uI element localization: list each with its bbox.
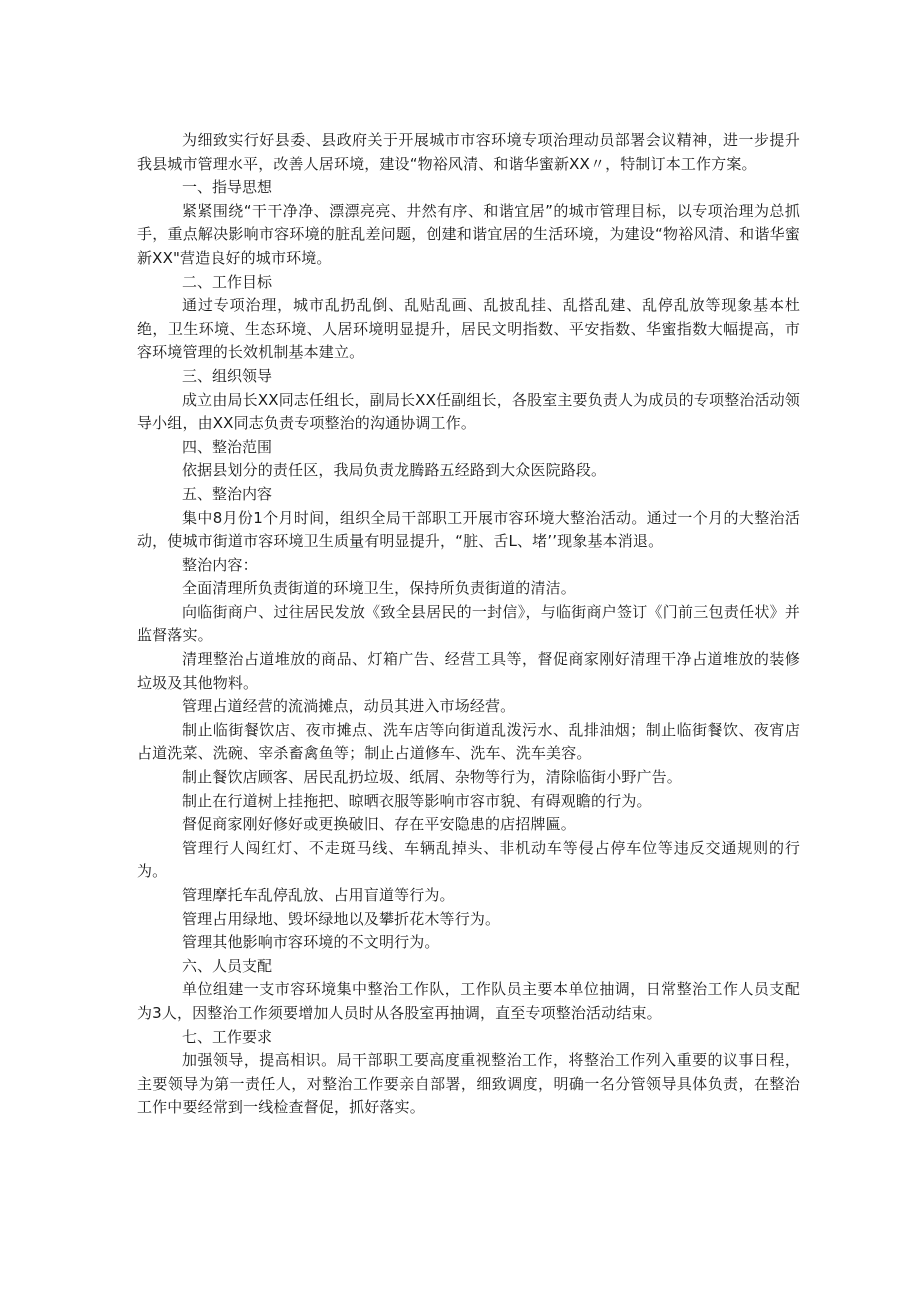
section-5-title: 五、整治内容 [182,484,273,503]
section-5-item: 向临街商户、过往居民发放《致全县居民的一封信》，与临街商户签订《门前三包责任状》并监督落实。 [137,602,800,645]
section-5-item: 清理整治占道堆放的商品、灯箱广告、经营工具等，督促商家刚好清理干净占道堆放的装修垃圾及其他物料。 [137,650,800,692]
section-5-item: 制止临街餐饮店、夜市摊点、洗车店等向街道乱泼污水、乱排油烟；制止临街餐饮、夜宵店占道洗菜、洗碗、宰杀畜禽鱼等；制止占道修车、洗车、洗车美容。 [137,720,800,763]
section-5-item: 管理其他影响市容环境的不文明行为。 [182,933,440,952]
section-5-item: 制止在行道树上挂拖把、晾晒衣服等影响市容市貌、有碍观瞻的行为。 [182,791,652,810]
section-1-paragraph: 紧紧围绕“干干净净、漂漂亮亮、井然有序、和谐宜居”的城市管理目标，以专项治理为总抓手，重点解决影响市容环境的脏乱差问题，创建和谐宜居的生活环境，为建设“物裕风清、和谐华蜜新XX"营造良好的城市环境。 [137,201,800,267]
section-5-item: 督促商家刚好修好或更换破旧、存在平安隐患的店招牌匾。 [182,815,576,834]
section-5-item: 全面清理所负责街道的环境卫生，保持所负责街道的清洁。 [182,579,576,598]
section-2-paragraph: 通过专项治理，城市乱扔乱倒、乱贴乱画、乱披乱挂、乱搭乱建、乱停乱放等现象基本杜绝，卫生环境、生态环境、人居环境明显提升，居民文明指数、平安指数、华蜜指数大幅提高，市容环境管理的长效机制基本建立。 [137,296,800,362]
document-body [137,129,800,1120]
section-6-paragraph: 单位组建一支市容环境集中整治工作队，工作队员主要本单位抽调，日常整治工作人员支配为3人，因整治工作须要增加人员时从各股室再抽调，直至专项整治活动结束。 [137,980,800,1022]
section-3-title: 三、组织领导 [182,366,273,385]
section-2-title: 二、工作目标 [182,272,273,291]
section-5-item: 制止餐饮店顾客、居民乱扔垃圾、纸屑、杂物等行为，清除临街小野广告。 [182,768,682,787]
section-7-paragraph: 加强领导，提高相识。局干部职工要高度重视整治工作，将整治工作列入重要的议事日程，主要领导为第一责任人，对整治工作要亲自部署，细致调度，明确一名分管领导具体负责，在整治工作中要经常到一线检查督促，抓好落实。 [137,1051,800,1117]
section-5-item: 管理占道经营的流淌摊点，动员其进入市场经营。 [182,697,516,716]
section-5-item: 管理摩托车乱停乱放、占用盲道等行为。 [182,886,455,904]
section-4-title: 四、整治范围 [182,437,273,456]
section-6-title: 六、人员支配 [182,956,273,975]
section-1-title: 一、指导思想 [182,178,273,197]
section-4-paragraph: 依据县划分的责任区，我局负责龙腾路五经路到大众医院路段。 [182,461,607,480]
section-5-item: 管理占用绿地、毁坏绿地以及攀折花木等行为。 [182,909,501,928]
section-7-title: 七、工作要求 [182,1027,273,1046]
section-5-subtitle: 整治内容： [182,555,258,574]
section-5-item: 管理行人闯红灯、不走斑马线、车辆乱掉头、非机动车等侵占停车位等违反交通规则的行为。 [137,838,800,881]
section-3-paragraph: 成立由局长XX同志任组长，副局长XX任副组长，各股室主要负责人为成员的专项整治活动领导小组，由XX同志负责专项整治的沟通协调工作。 [137,390,800,433]
section-5-paragraph: 集中8月份1个月时间，组织全局干部职工开展市容环境大整治活动。通过一个月的大整治活动，使城市街道市容环境卫生质量有明显提升，“脏、舌L、堵’’现象基本消退。 [137,508,800,551]
intro-paragraph: 为细致实行好县委、县政府关于开展城市市容环境专项治理动员部署会议精神，进一步提升我县城市管理水平，改善人居环境，建设“物裕风清、和谐华蜜新XX〃，特制订本工作方案。 [137,131,800,173]
